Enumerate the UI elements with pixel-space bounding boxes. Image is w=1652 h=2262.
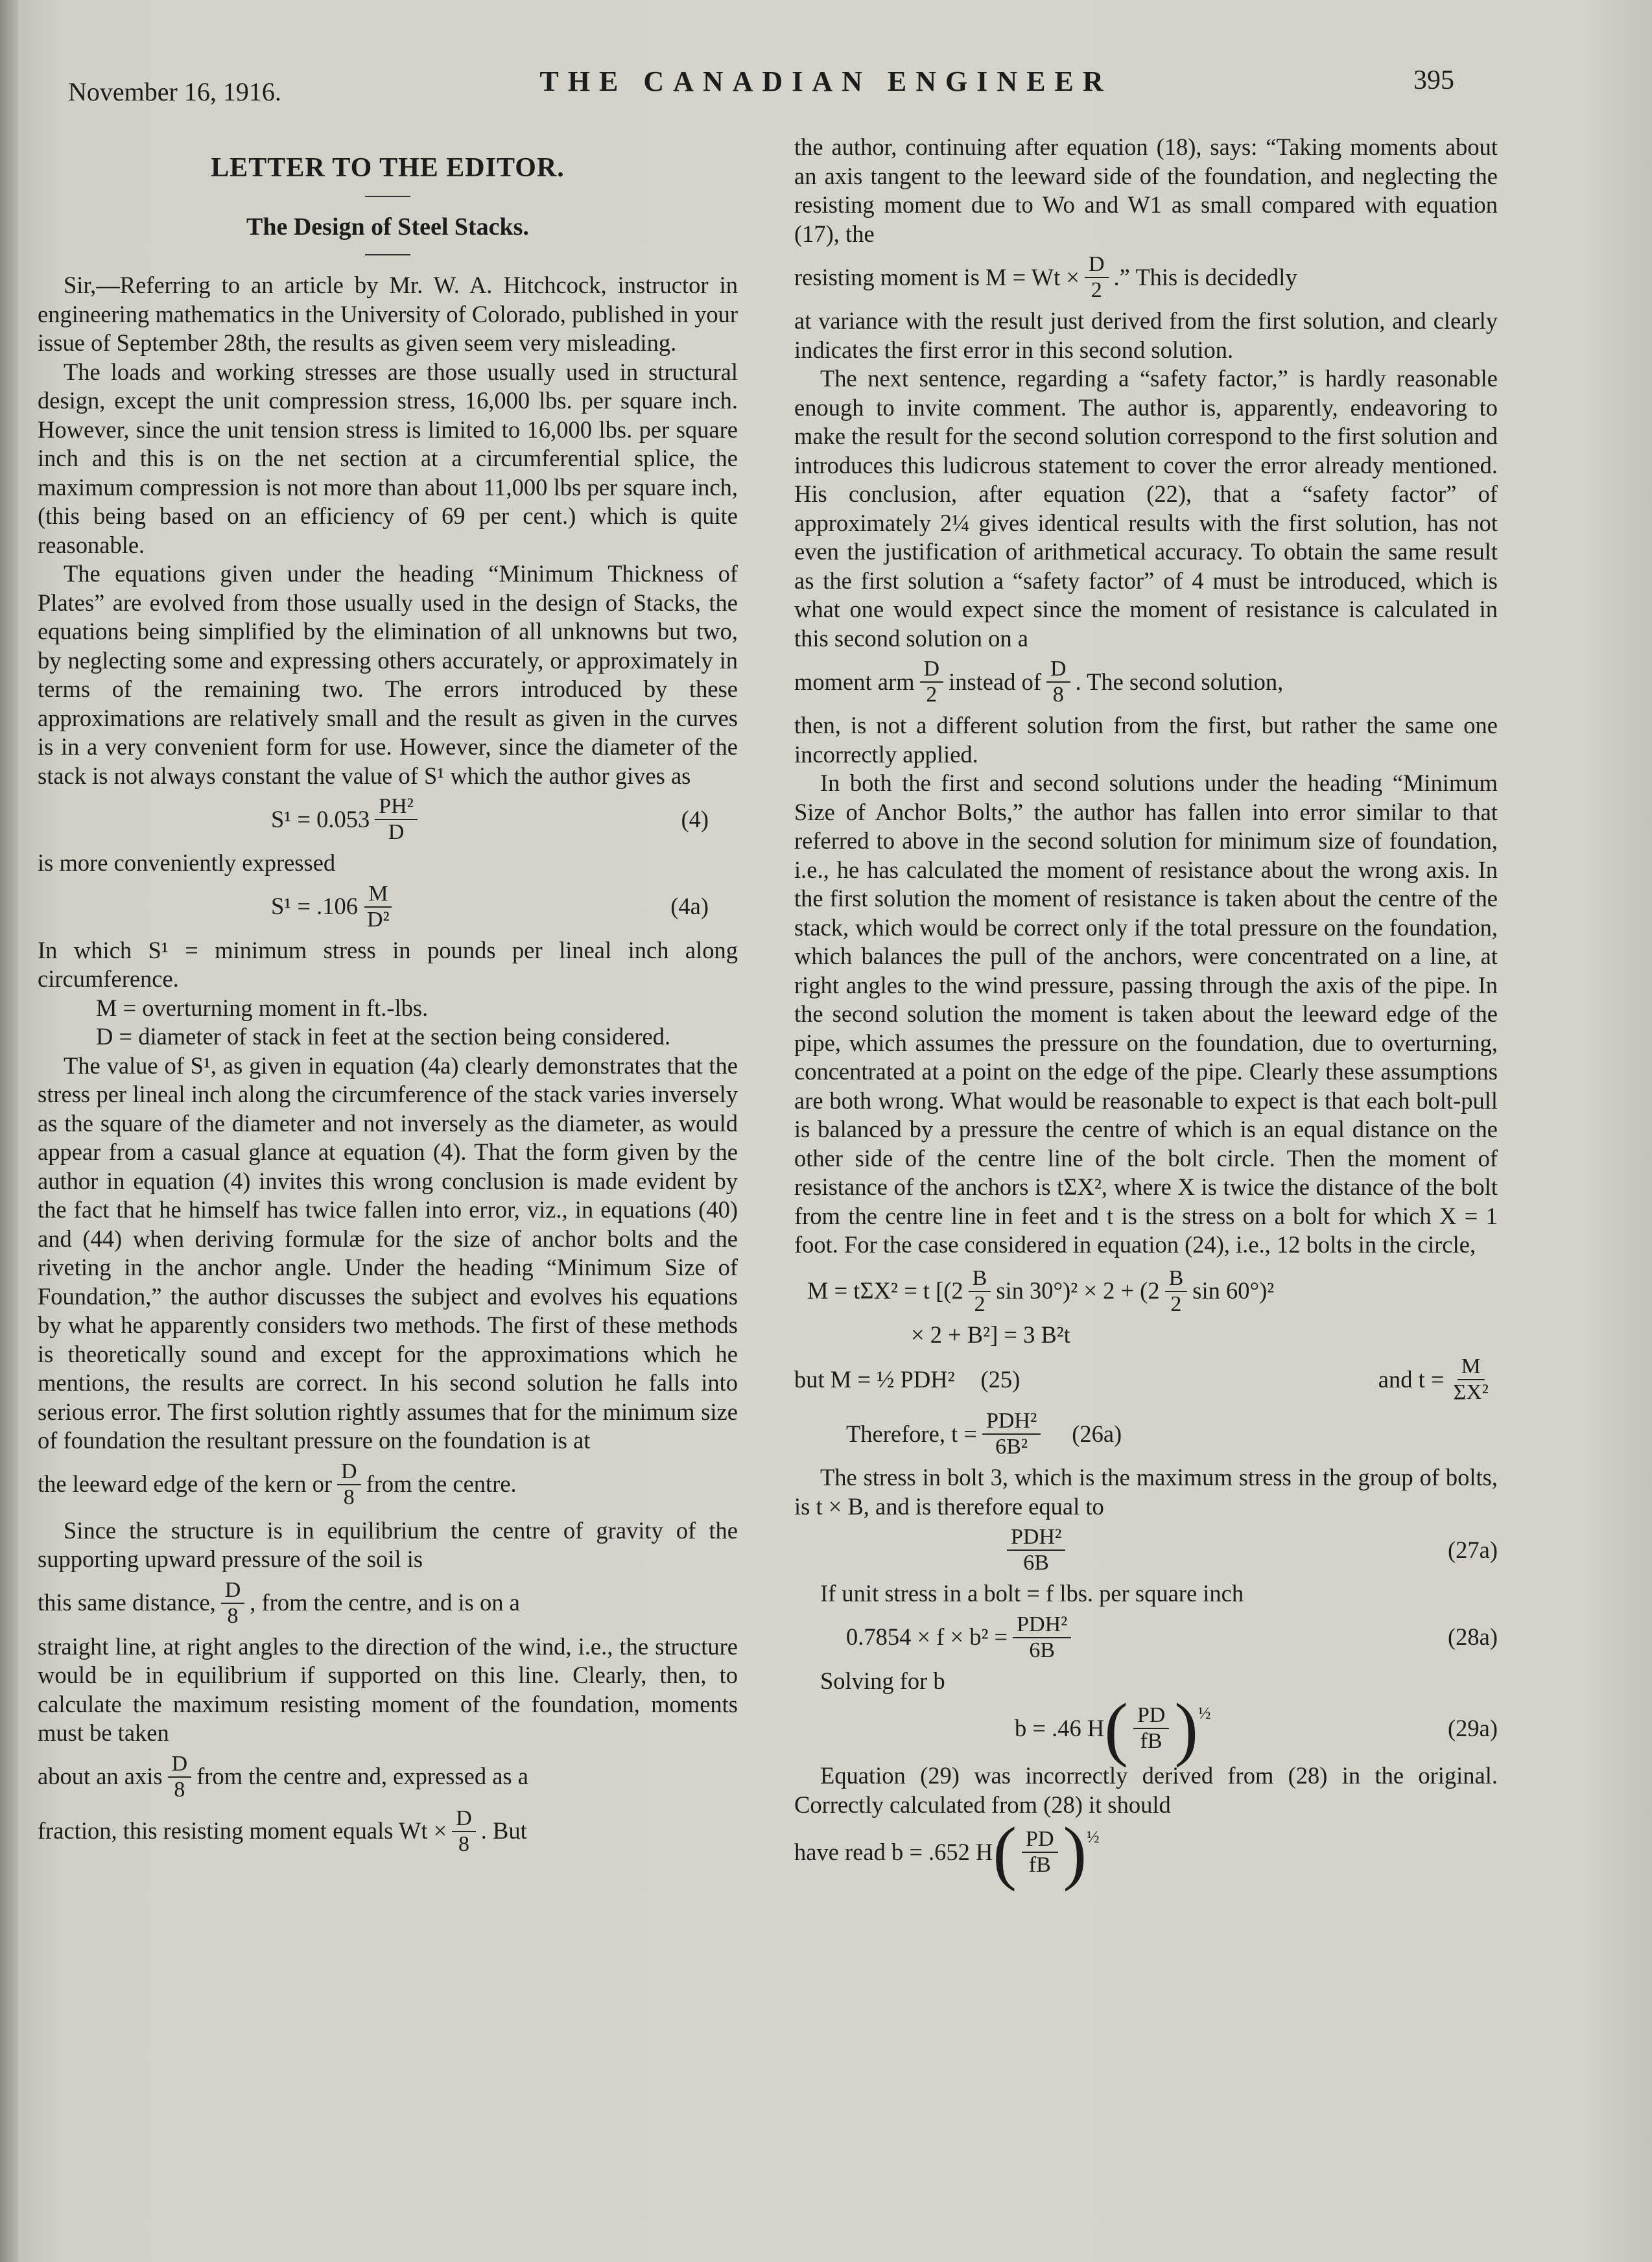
fraction [1449, 1354, 1493, 1405]
inline-fraction-line [38, 1806, 738, 1857]
paragraph: the author, continuing after equation (18), says: “Taking moments about an axis tangent to the leeward side of the foundation, and neglecting the resisting moment due to Wo and W1 as small compared with equation (17), the [794, 134, 1498, 247]
fraction [1165, 1266, 1188, 1317]
paragraph: The equations given under the heading “Minimum Thickness of Plates” are evolved from those usually used in the design of Stacks, the equations being simplified by the elimination of all unknowns but two, by neglecting some and expressing others accurately, or approximately in terms of the remaining two. The errors introduced by these approximations are relatively small and the result as given in the curves is in a very convenient form for use. However, since the diameter of the stack is not always constant the value of S¹ which the author gives as [38, 560, 738, 789]
text-run: fraction, this resisting moment equals Wt × [38, 1817, 447, 1844]
fraction [221, 1578, 245, 1629]
inline-fraction-line [38, 1578, 738, 1629]
text-run: sin 30°)² × 2 + (2 [996, 1277, 1160, 1304]
text-run: moment arm [794, 668, 915, 695]
numerator: B [1165, 1266, 1188, 1292]
definition: D = diameter of stack in feet at the section being considered. [96, 1023, 671, 1050]
numerator: M [364, 882, 392, 908]
text-run: and t = [1378, 1365, 1445, 1393]
denominator: 8 [1052, 683, 1064, 707]
text-run: this same distance, [38, 1589, 216, 1616]
text-run: from the centre. [366, 1470, 517, 1498]
text-run: instead of [949, 668, 1041, 695]
equation-27a [794, 1525, 1498, 1575]
inline-fraction-line [794, 252, 1498, 303]
numerator: D [1046, 657, 1070, 683]
journal-title: THE CANADIAN ENGINEER [539, 65, 1113, 97]
denominator: 2 [1170, 1291, 1182, 1316]
text-run: b = .46 H [1015, 1714, 1105, 1741]
letter-subheading: The Design of Steel Stacks. [246, 213, 529, 241]
denominator: ΣX² [1453, 1380, 1489, 1404]
denominator: 8 [174, 1777, 185, 1802]
numerator: B [969, 1266, 991, 1292]
fraction [1022, 1827, 1057, 1878]
text-run: about an axis [38, 1763, 163, 1790]
text-run: from the centre and, expressed as a [196, 1763, 528, 1790]
denominator: 6B² [995, 1435, 1028, 1459]
fraction [969, 1266, 991, 1317]
fraction [168, 1752, 192, 1802]
text-run: have read b = .652 H [794, 1838, 993, 1865]
text-run: sin 60°)² [1192, 1277, 1275, 1304]
binding-edge [0, 0, 18, 2262]
equation-number: (28a) [1447, 1623, 1498, 1651]
issue-date: November 16, 1916. [68, 77, 281, 106]
equation-number: (29a) [1447, 1714, 1498, 1741]
equation-4a [38, 882, 738, 932]
numerator: PH² [375, 794, 418, 820]
equation-25 [794, 1354, 1498, 1405]
numerator: PDH² [1013, 1612, 1071, 1638]
numerator: D [221, 1578, 245, 1604]
numerator: PDH² [982, 1409, 1041, 1435]
paragraph: The stress in bolt 3, which is the maximum stress in the group of bolts, is t × B, and is therefore equal to [794, 1464, 1498, 1520]
equation-28a [794, 1612, 1498, 1663]
exponent: ½ [1198, 1704, 1211, 1723]
inline-fraction-line [38, 1752, 738, 1802]
fraction [1133, 1703, 1169, 1754]
numerator: D [1085, 252, 1109, 278]
denominator: 2 [926, 683, 938, 707]
fraction [337, 1459, 361, 1510]
equation-moment [794, 1266, 1498, 1317]
paragraph: at variance with the result just derived from the first solution, and clearly indicates the first error in this second solution. [794, 307, 1498, 363]
denominator: fB [1028, 1853, 1051, 1877]
fraction [982, 1409, 1041, 1459]
denominator: D² [366, 907, 390, 932]
equation-number: (26a) [1072, 1420, 1122, 1447]
text-run: , from the centre, and is on a [250, 1589, 520, 1616]
equation-29a [794, 1689, 1498, 1768]
fraction [1007, 1525, 1065, 1575]
numerator: D [920, 657, 944, 683]
paragraph: Solving for b [820, 1667, 945, 1694]
numerator: D [337, 1459, 361, 1485]
equation-4 [38, 794, 738, 845]
denominator: 6B [1029, 1638, 1056, 1662]
paragraph: The value of S¹, as given in equation (4a) clearly demonstrates that the stress per lineal inch along the circumference of the stack varies inversely as the square of the diameter and not inversely as the diameter, as would appear from a casual glance at equation (4). That the form given by the author in equation (4) invites this wrong conclusion is made evident by the fact that he himself has twice fallen into error, viz., in equations (40) and (44) when deriving formulæ for the size of anchor bolts and the riveting in the anchor angle. Under the heading “Minimum Size of Foundation,” the author discusses the subject and evolves his equations by what he apparently considers two methods. The first of these methods is theoretically sound and except for the approximations which he mentions, the results are correct. In his second solution he falls into serious error. The first solution rightly assumes that for the minimum size of foundation the resultant pressure on the foundation is at [38, 1052, 738, 1454]
text-run: but M = ½ PDH² [794, 1365, 955, 1393]
page-number: 395 [1413, 65, 1454, 95]
paragraph: The loads and working stresses are those usually used in structural design, except the unit compression stress, 16,000 lbs. per square inch. However, since the unit tension stress is limited to 16,000 lbs. per square inch and this is on the net section at a circumferential splice, the maximum compression is not more than about 11,000 lbs per square inch, (this being based on an efficiency of 69 per cent.) which is quite reasonable. [38, 358, 738, 558]
numerator: D [168, 1752, 192, 1778]
exponent: ½ [1087, 1828, 1100, 1846]
paragraph: then, is not a different solution from the first, but rather the same one incorrectly applied. [794, 712, 1498, 768]
numerator: M [1457, 1354, 1485, 1380]
equation-26a [794, 1409, 1498, 1459]
definition: M = overturning moment in ft.-lbs. [96, 994, 429, 1021]
denominator: D [388, 820, 405, 844]
fraction [375, 794, 418, 845]
equation-moment-line2: × 2 + B²] = 3 B²t [911, 1321, 1070, 1348]
inline-fraction-line [38, 1459, 738, 1510]
text-run: .” This is decidedly [1113, 263, 1297, 290]
heading-rule [365, 254, 410, 255]
definition: In which S¹ = minimum stress in pounds per lineal inch along circumference. [38, 936, 738, 992]
numerator: PD [1022, 1827, 1057, 1853]
paragraph: Sir,—Referring to an article by Mr. W. A. Hitchcock, instructor in engineering mathematics in the University of Colorado, published in your issue of September 28th, the results as given seem very misleading. [38, 272, 738, 356]
letter-heading: LETTER TO THE EDITOR. [211, 153, 565, 183]
parenthesis: ) [1174, 1689, 1198, 1768]
text-run: Therefore, t = [846, 1420, 977, 1447]
fraction [920, 657, 944, 707]
text-run: . The second solution, [1075, 668, 1284, 695]
parenthesis: ) [1063, 1813, 1087, 1892]
denominator: 2 [974, 1291, 985, 1316]
equation-number: (27a) [1447, 1536, 1498, 1563]
text-run: the leeward edge of the kern or [38, 1470, 333, 1498]
paragraph: The next sentence, regarding a “safety factor,” is hardly reasonable enough to invite comment. The author is, apparently, endeavoring to make the result for the second solution correspond to the first solution and introduces this ludicrous statement to cover the error already mentioned. His conclusion, after equation (22), that a “safety factor” of approximately 2¼ gives identical results with the first solution, has not even the justification of arithmetical accuracy. To obtain the same result as the first solution a “safety factor” of 4 must be introduced, which is what one would expect since the moment of resistance is calculated in this second solution on a [794, 365, 1498, 652]
equation-lhs: S¹ = .106 [271, 893, 358, 920]
numerator: D [452, 1806, 476, 1832]
parenthesis: ( [1104, 1689, 1128, 1768]
paragraph: If unit stress in a bolt = f lbs. per square inch [820, 1580, 1244, 1607]
denominator: 8 [227, 1603, 239, 1628]
denominator: 6B [1023, 1551, 1049, 1575]
paragraph: In both the first and second solutions under the heading “Minimum Size of Anchor Bolts,” the author has fallen into error similar to that referred to above in the second solution for minimum size of foundation, i.e., he has calculated the moment of resistance about the wrong axis. In the first solution the moment of resistance is taken about the centre of the stack, which would be correct only if the total pressure on the foundation, which balances the pull of the anchors, were concentrated on a line, at right angles to the wind pressure, passing through the axis of the pipe. In the second solution the moment is taken about the leeward edge of the pipe, which assumes the pressure on the foundation, due to overturning, concentrated at a point on the edge of the pipe. Clearly these assumptions are both wrong. What would be reasonable to expect is that each bolt-pull is balanced by a pressure the centre of which is an equal distance on the other side of the centre line of the bolt circle. Then the moment of resistance of the anchors is tΣX², where X is twice the distance of the bolt from the centre line in feet and t is the stress on a bolt for which X = 1 foot. For the case considered in equation (24), i.e., 12 bolts in the circle, [794, 770, 1498, 1258]
denominator: 2 [1091, 278, 1102, 302]
equation-number: (4) [681, 805, 709, 832]
parenthesis: ( [993, 1813, 1017, 1892]
numerator: PDH² [1007, 1525, 1065, 1551]
fraction [1013, 1612, 1071, 1663]
paragraph: straight line, at right angles to the direction of the wind, i.e., the structure would be in equilibrium if supported on this line. Clearly, then, to calculate the maximum resisting moment of the foundation, moments must be taken [38, 1632, 738, 1746]
fraction [1046, 657, 1070, 707]
text-run: resisting moment is M = Wt × [794, 263, 1080, 290]
left-column [38, 133, 738, 1861]
fraction [363, 882, 394, 932]
equation-number: (25) [980, 1365, 1021, 1393]
text-run: 0.7854 × f × b² = [846, 1623, 1008, 1651]
text-run: . But [480, 1817, 527, 1844]
fraction [1085, 252, 1109, 303]
inline-fraction-line [794, 657, 1498, 707]
fraction [452, 1806, 476, 1857]
numerator: PD [1133, 1703, 1169, 1729]
right-column [794, 133, 1498, 1892]
text-run: M = tΣX² = t [(2 [807, 1277, 963, 1304]
paragraph: Equation (29) was incorrectly derived from (28) in the original. Correctly calculated from (28) it should [794, 1762, 1498, 1818]
denominator: 8 [458, 1832, 469, 1856]
paragraph: Since the structure is in equilibrium the centre of gravity of the supporting upward pressure of the soil is [38, 1516, 738, 1572]
equation-lhs: S¹ = 0.053 [271, 805, 370, 832]
denominator: fB [1140, 1729, 1162, 1753]
denominator: 8 [343, 1485, 355, 1509]
heading-rule [365, 196, 410, 197]
equation-number: (4a) [670, 893, 709, 920]
paragraph: is more conveniently expressed [38, 849, 336, 876]
equation-29-corrected [794, 1813, 1498, 1892]
